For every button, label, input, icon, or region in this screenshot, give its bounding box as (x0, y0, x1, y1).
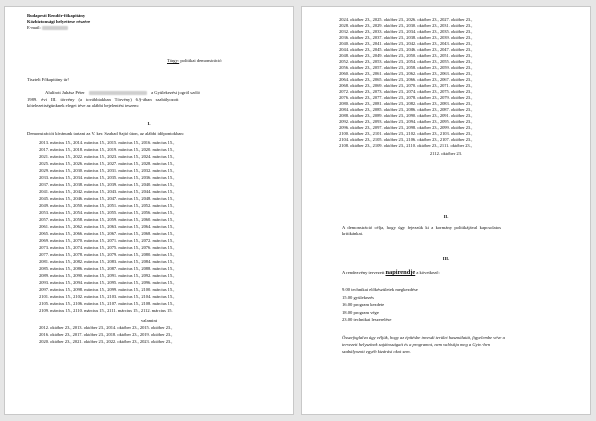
date-row: 2060. október 23., 2061. október 23., 2062. október 23., 2063. október 23., (339, 71, 473, 76)
date-row: 2081. március 15., 2082. március 15., 2083. március 15., 2084. március 15., (39, 259, 175, 264)
summary-line-2: tervezett helyszínek sajátosságait és a programot, nem valósítja meg a Gytv.-ben (342, 342, 490, 347)
date-row: 2097. március 15., 2098. március 15., 2099. március 15., 2100. március 15., (39, 287, 175, 292)
salutation: Tisztelt Főkapitány úr! (27, 77, 69, 82)
date-row: 2088. október 23., 2089. október 23., 2090. október 23., 2091. október 23., (339, 113, 473, 118)
date-row: 2044. október 23., 2045. október 23., 2046. október 23., 2047. október 23., (339, 47, 473, 52)
summary-line-1: Összefoglalva úgy véljük, hogy az építésbe invesdi terület használatát, figyelembe véve a (342, 335, 505, 340)
date-row: 2105. március 15., 2106. március 15., 2107. március 15., 2108. március 15., (39, 301, 175, 306)
redacted-address (89, 91, 147, 95)
date-row: 2013. március 15., 2014. március 15., 2015. március 15., 2016. március 15., (39, 140, 175, 145)
section-1-lead: Demonstrációt kívánunk tartani az V. ker. Szabad Sajtó úton, az alábbi időpontokban: (27, 131, 185, 136)
date-row: 2104. október 23., 2105. október 23., 2106. október 23., 2107. október 23., (339, 137, 473, 142)
date-row: 2089. március 15., 2090. március 15., 2091. március 15., 2092. március 15., (39, 273, 175, 278)
document-page-right (302, 7, 590, 414)
date-row: 2084. október 23., 2085. október 23., 2086. október 23., 2087. október 23., (339, 107, 473, 112)
date-row: 2041. március 15., 2042. március 15., 2043. március 15., 2044. március 15., (39, 189, 175, 194)
date-row: 2065. március 15., 2066. március 15., 2067. március 15., 2068. március 15., (39, 231, 175, 236)
date-row: 2017. március 15., 2018. március 15., 2019. március 15., 2020. március 15., (39, 147, 175, 152)
date-row: 2053. március 15., 2054. március 15., 2055. március 15., 2056. március 15., (39, 210, 175, 215)
date-row: 2020. október 23., 2021. október 23., 2022. október 23., 2023. október 23., (39, 339, 173, 344)
date-row: 2024. október 23., 2025. október 23., 2026. október 23., 2027. október 23., (339, 17, 473, 22)
date-row: 2016. október 23., 2017. október 23., 2018. október 23., 2019. október 23., (39, 332, 173, 337)
subject-line: Tárgy: politikai demonstráció (167, 58, 222, 63)
date-row: 2068. október 23., 2069. október 23., 2070. október 23., 2071. október 23., (339, 83, 473, 88)
date-row: 2080. október 23., 2081. október 23., 2082. október 23., 2083. október 23., (339, 101, 473, 106)
redacted-email (42, 26, 68, 30)
date-row: 2025. március 15., 2026. március 15., 2027. március 15., 2028. március 15., (39, 161, 175, 166)
org-line-1: Budapesti Rendőr-főkapitány (27, 13, 86, 18)
section-3-lead: A rendezvény tervezett napirendje a következő: (342, 269, 440, 276)
date-row: 2109. március 15., 2110. március 15., 2111. március 15., 2112. március 15. (39, 308, 173, 313)
date-row: 2101. március 15., 2102. március 15., 2103. március 15., 2104. március 15., (39, 294, 175, 299)
agenda-item: 23.00 technikai leszerelése (342, 317, 392, 322)
valamint-text: valamint (140, 318, 158, 323)
date-row: 2052. október 23., 2053. október 23., 2054. október 23., 2055. október 23., (339, 59, 473, 64)
date-row: 2045. március 15., 2046. március 15., 2047. március 15., 2048. március 15., (39, 196, 175, 201)
summary-line-3: szabályozott egyéb kizárási okot sem. (342, 349, 411, 354)
intro-line-1: Alulírott Juhász Péter a Gyülekezési jogról szóló (45, 90, 200, 95)
date-row: 2069. március 15., 2070. március 15., 2071. március 15., 2072. március 15., (39, 238, 175, 243)
org-line-2: Közbiztonsági helyettese részére (27, 19, 91, 24)
section-2-line-2: kritikánkat. (342, 231, 364, 236)
date-row: 2096. október 23., 2097. október 23., 2098. október 23., 2099. október 23., (339, 125, 473, 130)
date-row: 2100. október 23., 2101. október 23., 2102. október 23., 2103. október 23., (339, 131, 473, 136)
october-last-date: 2112. október 23. (429, 151, 463, 156)
date-row: 2064. október 23., 2065. október 23., 2066. október 23., 2067. október 23., (339, 77, 473, 82)
agenda-emphasis: napirendje (385, 269, 416, 276)
date-row: 2012. október 23., 2013. október 23., 2014. október 23., 2015. október 23., (39, 325, 173, 330)
email-label: E-mail: (27, 25, 68, 31)
date-row: 2076. október 23., 2077. október 23., 2078. október 23., 2079. október 23., (339, 95, 473, 100)
date-row: 2021. március 15., 2022. március 15., 2023. március 15., 2024. március 15., (39, 154, 175, 159)
date-row: 2048. október 23., 2049. október 23., 2050. október 23., 2051. október 23., (339, 53, 473, 58)
date-row: 2092. október 23., 2093. október 23., 2094. október 23., 2095. október 23., (339, 119, 473, 124)
section-2-line-1: A demonstráció célja, hogy úgy fejezzük ki a kormány politikájával kapcsolatos (342, 225, 502, 230)
date-row: 2061. március 15., 2062. március 15., 2063. március 15., 2064. március 15., (39, 224, 175, 229)
date-row: 2057. március 15., 2058. március 15., 2059. március 15., 2060. március 15., (39, 217, 175, 222)
date-row: 2073. március 15., 2074. március 15., 2075. március 15., 2076. március 15., (39, 245, 175, 250)
date-row: 2072. október 23., 2073. október 23., 2074. október 23., 2075. október 23., (339, 89, 473, 94)
date-row: 2037. március 15., 2038. március 15., 2039. március 15., 2040. március 15., (39, 182, 175, 187)
date-row: 2029. március 15., 2030. március 15., 2031. március 15., 2032. március 15., (39, 168, 175, 173)
date-row: 2049. március 15., 2050. március 15., 2051. március 15., 2052. március 15., (39, 203, 175, 208)
date-row: 2056. október 23., 2057. október 23., 2058. október 23., 2059. október 23., (339, 65, 473, 70)
date-row: 2040. október 23., 2041. október 23., 2042. október 23., 2043. október 23., (339, 41, 473, 46)
date-row: 2108. október 23., 2109. október 23., 2110. október 23., 2111. október 23., (339, 143, 472, 148)
date-row: 2036. október 23., 2037. október 23., 2038. október 23., 2039. október 23., (339, 35, 473, 40)
date-row: 2028. október 23., 2029. október 23., 2030. október 23., 2031. október 23., (339, 23, 473, 28)
date-row: 2077. március 15., 2078. március 15., 2079. március 15., 2080. március 15., (39, 252, 175, 257)
date-row: 2032. október 23., 2033. október 23., 2034. október 23., 2035. október 23., (339, 29, 473, 34)
agenda-item: 18.00 program vége (342, 309, 379, 315)
section-1-title: I. (147, 121, 151, 126)
agenda-item: 16.00 program kezdete (342, 302, 385, 307)
intro-line-2: 1989. évi III. törvény (a továbbiakban Törvény) 6.§-ában szabályozott (27, 97, 179, 102)
intro-line-3: kötelezettségünknek eleget téve az alábbi bejelentést teszem: (27, 103, 139, 108)
date-row: 2033. március 15., 2034. március 15., 2035. március 15., 2036. március 15., (39, 175, 175, 180)
date-row: 2085. március 15., 2086. március 15., 2087. március 15., 2088. március 15., (39, 266, 175, 271)
section-3-title: III. (442, 256, 450, 261)
agenda-list (342, 286, 418, 324)
agenda-item: 15.00 gyülekezés (342, 294, 374, 300)
date-row: 2093. március 15., 2094. március 15., 2095. március 15., 2096. március 15., (39, 280, 175, 285)
section-2-title: II. (443, 214, 449, 219)
document-page-left (5, 7, 293, 414)
agenda-item: 9.00 technikai előkészületek megkezdése (342, 287, 418, 292)
